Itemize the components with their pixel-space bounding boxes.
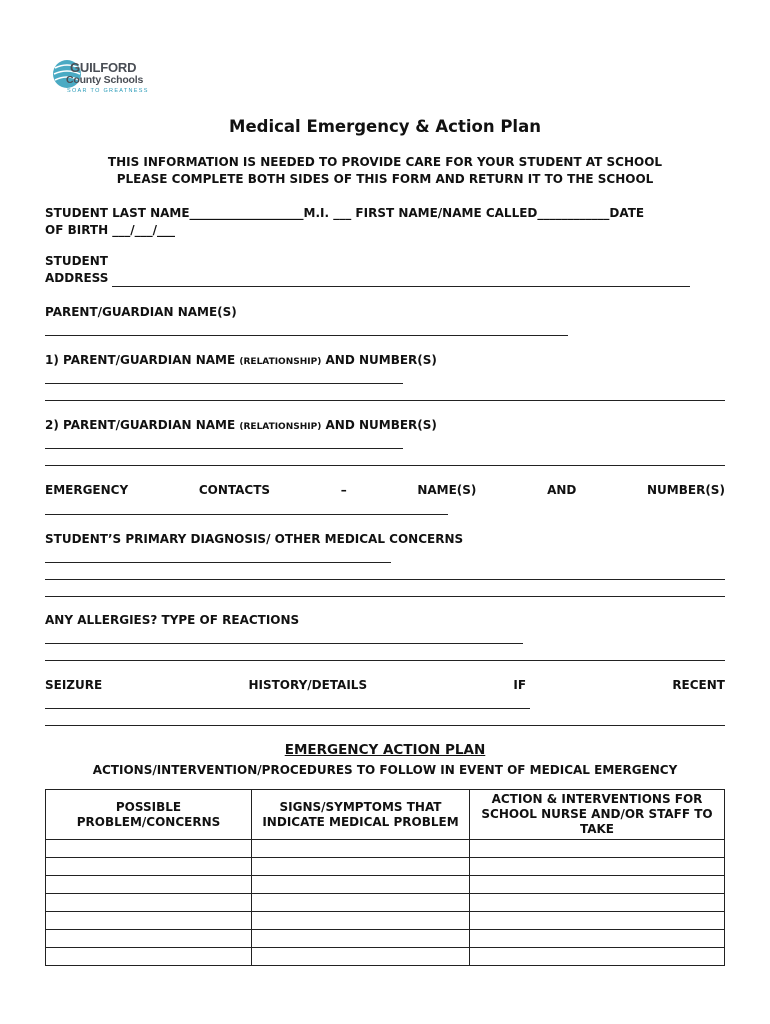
table-cell[interactable]: [46, 912, 252, 930]
parent-names-input-line[interactable]: [45, 335, 568, 336]
parent1-label-a: 1) PARENT/GUARDIAN NAME: [45, 353, 240, 367]
parent1-input-line-1[interactable]: [45, 383, 403, 384]
table-row: [46, 948, 725, 966]
table-cell[interactable]: [470, 876, 725, 894]
student-name-field[interactable]: STUDENT LAST NAME___________________M.I. ___ FIRST NAME/NAME CALLED____________DATE: [45, 206, 645, 220]
table-cell[interactable]: [46, 930, 252, 948]
table-cell[interactable]: [252, 912, 470, 930]
table-cell[interactable]: [46, 876, 252, 894]
seizure-word-2: HISTORY/DETAILS: [248, 678, 368, 692]
allergies-input-line-1[interactable]: [45, 643, 523, 644]
diagnosis-input-line-3[interactable]: [45, 596, 725, 597]
table-cell[interactable]: [470, 948, 725, 966]
table-row: [46, 930, 725, 948]
emergency-contacts-input-line[interactable]: [45, 514, 448, 515]
table-cell[interactable]: [252, 948, 470, 966]
emergency-action-plan-title: EMERGENCY ACTION PLAN: [284, 742, 486, 758]
parent2-label-c: AND NUMBER(S): [321, 418, 437, 432]
parent2-label-a: 2) PARENT/GUARDIAN NAME: [45, 418, 240, 432]
parent2-input-line-1[interactable]: [45, 448, 403, 449]
emergency-action-plan-subtitle: ACTIONS/INTERVENTION/PROCEDURES TO FOLLOW IN EVENT OF MEDICAL EMERGENCY: [92, 763, 678, 777]
table-cell[interactable]: [46, 840, 252, 858]
table-cell[interactable]: [252, 930, 470, 948]
table-cell[interactable]: [470, 912, 725, 930]
seizure-word-1: SEIZURE: [45, 678, 103, 692]
diagnosis-input-line-1[interactable]: [45, 562, 391, 563]
parent1-label-c: AND NUMBER(S): [321, 353, 437, 367]
logo-tagline: SOAR TO GREATNESS: [67, 88, 149, 94]
emergency-contacts-label: [45, 483, 725, 497]
parent1-input-line-2[interactable]: [45, 400, 725, 401]
table-cell[interactable]: [252, 858, 470, 876]
logo-name-line2: County Schools: [66, 74, 144, 86]
table-row: [46, 876, 725, 894]
table-cell[interactable]: [46, 858, 252, 876]
emergency-word-1: EMERGENCY: [45, 483, 129, 497]
table-cell[interactable]: [252, 894, 470, 912]
seizure-input-line-1[interactable]: [45, 708, 530, 709]
logo-name-line1: GUILFORD: [70, 60, 137, 75]
table-cell[interactable]: [470, 930, 725, 948]
seizure-label: [45, 678, 725, 692]
parent2-relationship: (RELATIONSHIP): [239, 422, 322, 432]
diagnosis-label: STUDENT’S PRIMARY DIAGNOSIS/ OTHER MEDICAL CONCERNS: [45, 532, 464, 546]
seizure-word-4: RECENT: [672, 678, 725, 692]
allergies-label: ANY ALLERGIES? TYPE OF REACTIONS: [45, 613, 300, 627]
page-title: Medical Emergency & Action Plan: [229, 117, 541, 136]
school-logo: [52, 54, 164, 98]
table-cell[interactable]: [470, 894, 725, 912]
instructions-line-2: PLEASE COMPLETE BOTH SIDES OF THIS FORM AND RETURN IT TO THE SCHOOL: [116, 172, 654, 186]
parent2-label: [45, 418, 437, 432]
action-plan-table: [45, 789, 725, 966]
parent2-input-line-2[interactable]: [45, 465, 725, 466]
column-header-problem: POSSIBLE PROBLEM/CONCERNS: [46, 790, 252, 840]
seizure-word-3: IF: [513, 678, 527, 692]
parent1-label: [45, 353, 437, 367]
address-label-2: ADDRESS: [45, 271, 109, 285]
seizure-input-line-2[interactable]: [45, 725, 725, 726]
table-cell[interactable]: [470, 840, 725, 858]
table-cell[interactable]: [252, 876, 470, 894]
table-row: [46, 840, 725, 858]
table-row: [46, 858, 725, 876]
column-header-actions: ACTION & INTERVENTIONS FOR SCHOOL NURSE AND/OR STAFF TO TAKE: [470, 790, 725, 840]
table-row: [46, 912, 725, 930]
parent-names-label: PARENT/GUARDIAN NAME(S): [45, 305, 237, 319]
address-input-line[interactable]: [112, 286, 690, 287]
column-header-symptoms: SIGNS/SYMPTOMS THAT INDICATE MEDICAL PROBLEM: [252, 790, 470, 840]
table-cell[interactable]: [470, 858, 725, 876]
emergency-word-2: CONTACTS: [198, 483, 271, 497]
allergies-input-line-2[interactable]: [45, 660, 725, 661]
emergency-word-4: NAME(S): [417, 483, 477, 497]
date-of-birth-field[interactable]: OF BIRTH ___/___/___: [45, 223, 176, 237]
table-cell[interactable]: [252, 840, 470, 858]
address-label-1: STUDENT: [45, 254, 108, 268]
emergency-word-6: NUMBER(S): [647, 483, 725, 497]
diagnosis-input-line-2[interactable]: [45, 579, 725, 580]
parent1-relationship: (RELATIONSHIP): [239, 357, 322, 367]
emergency-word-3: –: [340, 483, 347, 497]
table-header-row: [46, 790, 725, 840]
table-row: [46, 894, 725, 912]
emergency-word-5: AND: [547, 483, 577, 497]
table-cell[interactable]: [46, 894, 252, 912]
table-cell[interactable]: [46, 948, 252, 966]
instructions-line-1: THIS INFORMATION IS NEEDED TO PROVIDE CARE FOR YOUR STUDENT AT SCHOOL: [107, 155, 663, 169]
